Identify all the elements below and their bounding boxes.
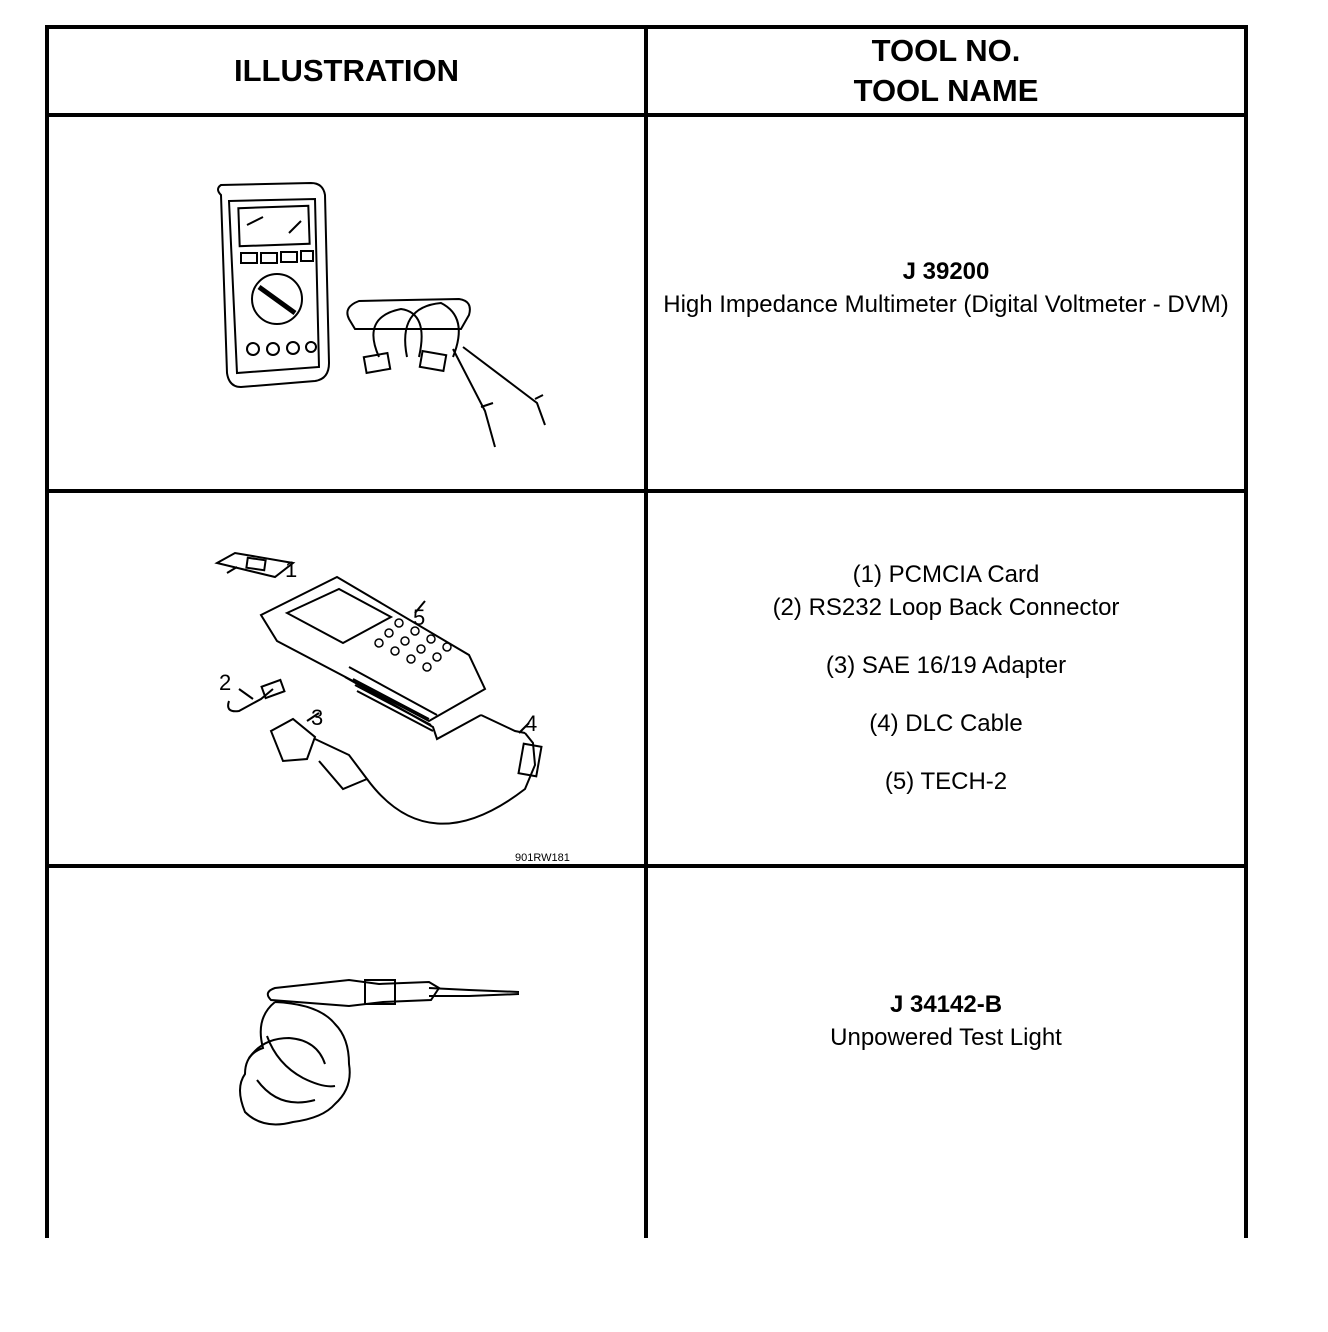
callout-3: 3 — [311, 705, 324, 730]
test-light-icon — [49, 868, 644, 1238]
table-row-illustration — [49, 493, 644, 864]
callout-4: 4 — [525, 711, 538, 736]
legend-item: (2) RS232 Loop Back Connector — [772, 593, 1120, 621]
table-row-illustration — [49, 868, 644, 1238]
table-row-tool-cell — [648, 117, 1244, 489]
header-tool-name: TOOL NAME — [853, 73, 1039, 108]
table-row-illustration — [49, 117, 644, 489]
legend-item: (1) PCMCIA Card — [852, 560, 1040, 588]
legend-item: (4) DLC Cable — [869, 709, 1023, 737]
callout-5: 5 — [413, 605, 426, 630]
tool-name: High Impedance Multimeter (Digital Voltmeter - DVM) — [663, 291, 1229, 318]
header-tool-no: TOOL NO. — [871, 33, 1021, 68]
legend-item: (5) TECH-2 — [884, 767, 1008, 795]
header-illustration: ILLUSTRATION — [233, 53, 459, 88]
table-row-tool-cell — [648, 868, 1244, 1238]
header-illustration-cell — [49, 29, 644, 113]
table-right-border — [1244, 25, 1248, 1238]
header-tool-cell — [648, 29, 1244, 113]
callout-1: 1 — [285, 557, 298, 582]
tech2-scan-tool-kit-icon — [49, 493, 644, 864]
tool-number: J 39200 — [902, 258, 990, 285]
legend-item: (3) SAE 16/19 Adapter — [825, 651, 1067, 679]
callout-2: 2 — [219, 670, 232, 695]
table-row-tool-cell — [648, 493, 1244, 864]
figure-code: 901RW181 — [515, 852, 570, 864]
tool-number: J 34142-B — [889, 990, 1003, 1018]
multimeter-icon — [49, 117, 644, 489]
tool-name: Unpowered Test Light — [830, 1023, 1062, 1051]
